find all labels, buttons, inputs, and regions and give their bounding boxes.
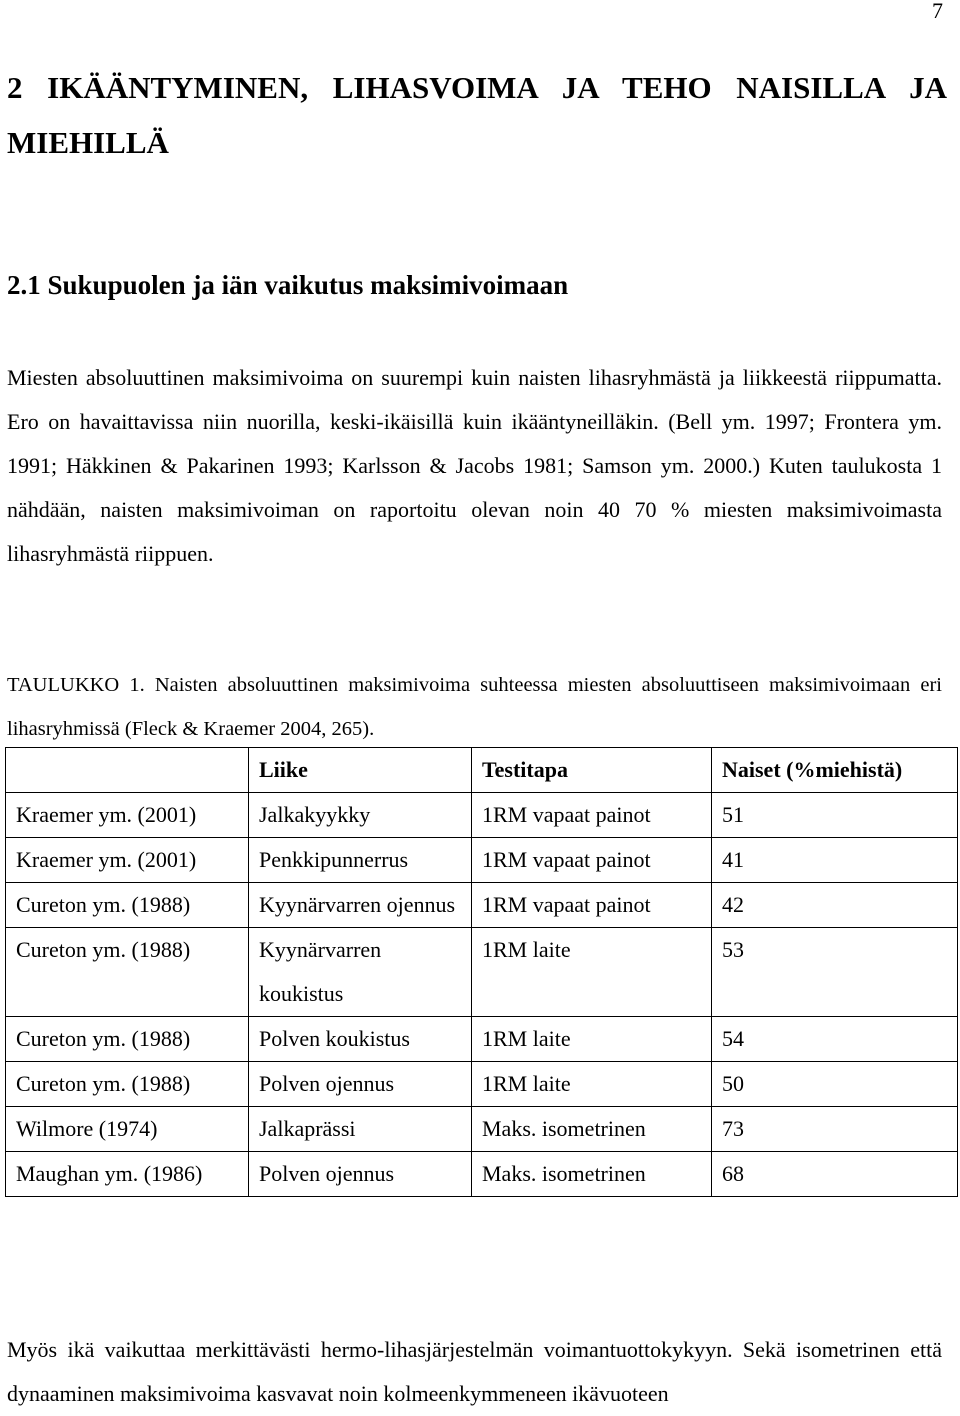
- percentage-cell: 53: [712, 928, 958, 1017]
- table-caption: TAULUKKO 1. Naisten absoluuttinen maksimivoima suhteessa miesten absoluuttiseen maksimivoimaan eri lihasryhmissä (Fleck & Kraemer 2004, 265).: [7, 674, 942, 740]
- percentage-cell: 42: [712, 883, 958, 928]
- body-paragraph-continued: Myös ikä vaikuttaa merkittävästi hermo-lihasjärjestelmän voimantuottokykyyn. Sekä isometrinen että dynaaminen maksimivoima kasvavat noin kolmeenkymmeneen ikävuoteen: [7, 1337, 942, 1406]
- movement-cell: Polven ojennus: [249, 1152, 472, 1197]
- table-row: [6, 793, 958, 838]
- column-header-naiset: Naiset (%miehistä): [712, 748, 958, 793]
- study-cell: Cureton ym. (1988): [6, 883, 249, 928]
- movement-cell: Kyynärvarren koukistus: [249, 928, 472, 1017]
- percentage-cell: 50: [712, 1062, 958, 1107]
- study-cell: Cureton ym. (1988): [6, 1062, 249, 1107]
- study-cell: Cureton ym. (1988): [6, 928, 249, 1017]
- percentage-cell: 68: [712, 1152, 958, 1197]
- test-method-cell: Maks. isometrinen: [472, 1152, 712, 1197]
- movement-cell: Polven koukistus: [249, 1017, 472, 1062]
- test-method-cell: Maks. isometrinen: [472, 1107, 712, 1152]
- column-header: [6, 748, 249, 793]
- body-paragraph: Miesten absoluuttinen maksimivoima on suurempi kuin naisten lihasryhmästä ja liikkeestä riippumatta. Ero on havaittavissa niin nuorilla, keski-ikäisillä kuin ikääntyneilläkin. (Bell ym. 1997; Frontera ym. 1991; Häkkinen & Pakarinen 1993; Karlsson & Jacobs 1981; Samson ym. 2000.) Kuten taulukosta 1 nähdään, naisten maksimivoiman on raportoitu olevan noin 40 70 % miesten maksimivoimasta lihasryhmästä riippuen.: [7, 365, 942, 566]
- test-method-cell: 1RM vapaat painot: [472, 793, 712, 838]
- table-row: [6, 1152, 958, 1197]
- movement-cell: Jalkakyykky: [249, 793, 472, 838]
- page-number: 7: [932, 0, 943, 23]
- percentage-cell: 51: [712, 793, 958, 838]
- percentage-cell: 41: [712, 838, 958, 883]
- table-row: [6, 883, 958, 928]
- study-cell: Maughan ym. (1986): [6, 1152, 249, 1197]
- table-header-row: [6, 748, 958, 793]
- strength-comparison-table: [5, 747, 958, 1197]
- study-cell: Wilmore (1974): [6, 1107, 249, 1152]
- movement-cell: Penkkipunnerrus: [249, 838, 472, 883]
- movement-cell: Jalkaprässi: [249, 1107, 472, 1152]
- percentage-cell: 54: [712, 1017, 958, 1062]
- column-header-liike: Liike: [249, 748, 472, 793]
- study-cell: Kraemer ym. (2001): [6, 838, 249, 883]
- test-method-cell: 1RM vapaat painot: [472, 838, 712, 883]
- test-method-cell: 1RM laite: [472, 1062, 712, 1107]
- table-row: [6, 1107, 958, 1152]
- column-header-testitapa: Testitapa: [472, 748, 712, 793]
- study-cell: Kraemer ym. (2001): [6, 793, 249, 838]
- test-method-cell: 1RM laite: [472, 1017, 712, 1062]
- movement-cell: Kyynärvarren ojennus: [249, 883, 472, 928]
- chapter-title: 2 IKÄÄNTYMINEN, LIHASVOIMA JA TEHO NAISILLA JA MIEHILLÄ: [7, 70, 947, 160]
- movement-cell: Polven ojennus: [249, 1062, 472, 1107]
- study-cell: Cureton ym. (1988): [6, 1017, 249, 1062]
- test-method-cell: 1RM vapaat painot: [472, 883, 712, 928]
- test-method-cell: 1RM laite: [472, 928, 712, 1017]
- percentage-cell: 73: [712, 1107, 958, 1152]
- section-title: 2.1 Sukupuolen ja iän vaikutus maksimivoimaan: [7, 270, 569, 300]
- table-row: [6, 1062, 958, 1107]
- table-row: [6, 928, 958, 1017]
- table-row: [6, 838, 958, 883]
- table-row: [6, 1017, 958, 1062]
